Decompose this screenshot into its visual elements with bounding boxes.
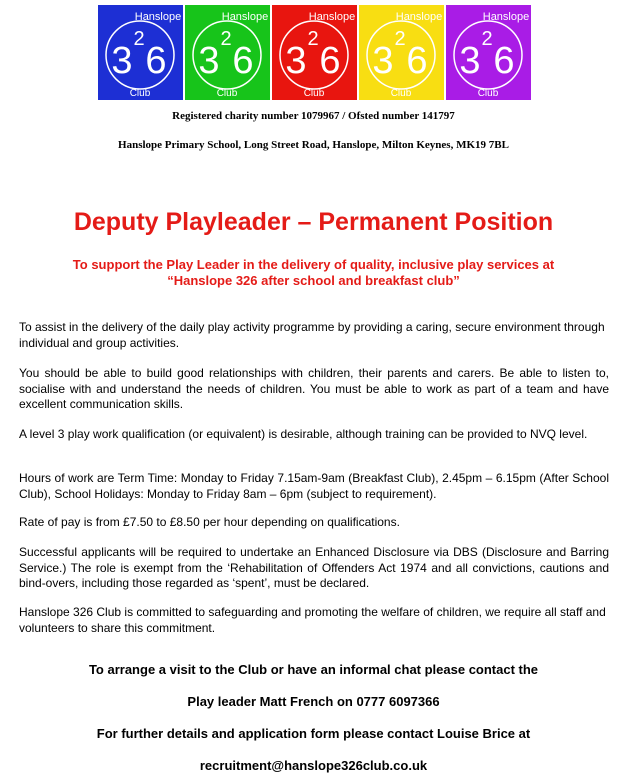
logo-graphic xyxy=(359,5,444,100)
logo-footer-text: Club xyxy=(216,88,238,99)
logo-footer-text: Club xyxy=(390,88,412,99)
club-address: Hanslope Primary School, Long Street Road, Hanslope, Milton Keynes, MK19 7BL xyxy=(118,139,509,151)
logo-digit-2: 2 xyxy=(220,28,232,50)
logo-brand-text: Hanslope xyxy=(308,11,356,23)
logo-brand-text: Hanslope xyxy=(221,11,269,23)
club-logo-red xyxy=(272,5,357,100)
paragraph-pay: Rate of pay is from £7.50 to £8.50 per hour depending on qualifications. xyxy=(19,515,400,529)
paragraph-hours: Hours of work are Term Time: Monday to Friday 7.15am-9am (Breakfast Club), 2.45pm – 6.15pm (After School Club), School Holidays: Monday to Friday 8am – 6pm (subject to requirement). xyxy=(19,471,609,501)
logo-digit-6: 6 xyxy=(406,40,428,82)
charity-number: Registered charity number 1079967 / Ofsted number 141797 xyxy=(172,110,455,122)
logo-digit-2: 2 xyxy=(394,28,406,50)
subtitle-line-1: To support the Play Leader in the delivery of quality, inclusive play services at xyxy=(72,257,555,272)
club-logo-blue xyxy=(98,5,183,100)
logo-graphic xyxy=(272,5,357,100)
contact-further: For further details and application form please contact Louise Brice at xyxy=(96,726,531,741)
contact-leader: Play leader Matt French on 0777 6097366 xyxy=(187,694,440,709)
logo-graphic xyxy=(446,5,531,100)
logo-footer-text: Club xyxy=(477,88,499,99)
logo-graphic xyxy=(98,5,183,100)
logo-digit-6: 6 xyxy=(319,40,341,82)
logo-footer-text: Club xyxy=(129,88,151,99)
page-title: Deputy Playleader – Permanent Position xyxy=(73,208,554,236)
logo-brand-text: Hanslope xyxy=(134,11,182,23)
paragraph-duties: To assist in the delivery of the daily play activity programme by providing a caring, secure environment through individual and group activities. xyxy=(19,320,605,350)
contact-visit: To arrange a visit to the Club or have an informal chat please contact the xyxy=(88,662,539,677)
logo-digit-3: 3 xyxy=(285,40,307,82)
club-logo-purple xyxy=(446,5,531,100)
subtitle xyxy=(0,257,627,289)
logo-digit-2: 2 xyxy=(133,28,145,50)
paragraph-qualification: A level 3 play work qualification (or equivalent) is desirable, although training can be provided to NVQ level. xyxy=(19,427,588,441)
logo-digit-3: 3 xyxy=(111,40,133,82)
logo-digit-6: 6 xyxy=(493,40,515,82)
logo-strip xyxy=(98,5,530,100)
paragraph-dbs: Successful applicants will be required to undertake an Enhanced Disclosure via DBS (Disclosure and Barring Service.) The role is exempt from the ‘Rehabilitation of Offenders Act 1974 and all convictions, cautions and bind-overs, including those regarded as ‘spent’, must be declared. xyxy=(19,545,609,590)
logo-digit-2: 2 xyxy=(307,28,319,50)
logo-digit-6: 6 xyxy=(145,40,167,82)
logo-digit-3: 3 xyxy=(372,40,394,82)
logo-digit-3: 3 xyxy=(198,40,220,82)
logo-graphic xyxy=(185,5,270,100)
club-logo-green xyxy=(185,5,270,100)
logo-brand-text: Hanslope xyxy=(482,11,530,23)
paragraph-skills: You should be able to build good relationships with children, their parents and carers. Be able to listen to, socialise with and understand the needs of children. You must be able to work as part of a team and have excellent communication skills. xyxy=(19,366,609,411)
logo-brand-text: Hanslope xyxy=(395,11,443,23)
paragraph-safeguarding: Hanslope 326 Club is committed to safeguarding and promoting the welfare of children, we require all staff and volunteers to share this commitment. xyxy=(19,605,606,635)
subtitle-line-2: “Hanslope 326 after school and breakfast club” xyxy=(167,273,460,288)
logo-digit-6: 6 xyxy=(232,40,254,82)
contact-email-link[interactable]: recruitment@hanslope326club.co.uk xyxy=(199,758,428,773)
logo-digit-2: 2 xyxy=(481,28,493,50)
logo-digit-3: 3 xyxy=(459,40,481,82)
club-logo-yellow xyxy=(359,5,444,100)
logo-footer-text: Club xyxy=(303,88,325,99)
